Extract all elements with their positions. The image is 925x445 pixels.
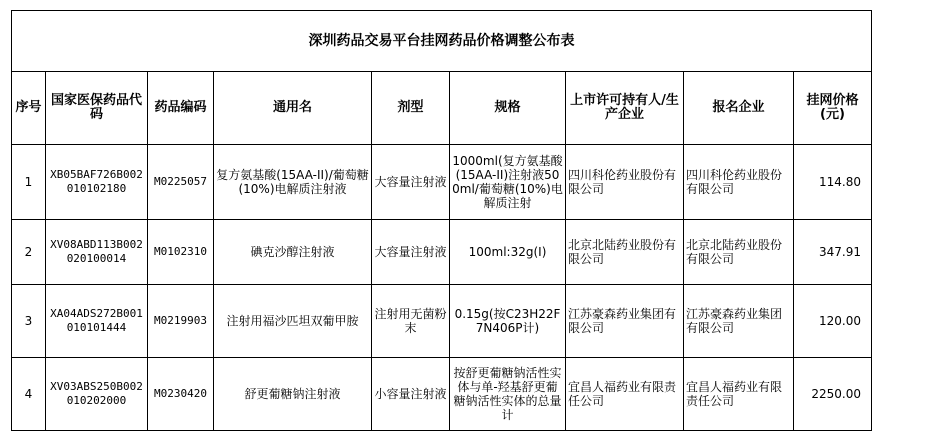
price-adjustment-table — [11, 10, 872, 431]
cell-dosage-form: 小容量注射液 — [372, 358, 450, 431]
cell-drug-code: M0230420 — [148, 358, 214, 431]
cell-dosage-form: 注射用无菌粉末 — [372, 285, 450, 358]
cell-generic-name: 复方氨基酸(15AA-II)/葡萄糖(10%)电解质注射液 — [214, 145, 372, 220]
header-seq: 序号 — [12, 72, 46, 145]
header-applicant: 报名企业 — [684, 72, 794, 145]
table-row — [12, 220, 872, 285]
cell-generic-name: 舒更葡糖钠注射液 — [214, 358, 372, 431]
table-row — [12, 285, 872, 358]
cell-national-code: XV08ABD113B002020100014 — [46, 220, 148, 285]
cell-license-holder: 北京北陆药业股份有限公司 — [566, 220, 684, 285]
cell-price: 120.00 — [794, 285, 872, 358]
price-table-wrapper — [11, 10, 872, 431]
table-row — [12, 145, 872, 220]
cell-applicant: 宜昌人福药业有限责任公司 — [684, 358, 794, 431]
cell-seq: 2 — [12, 220, 46, 285]
cell-seq: 4 — [12, 358, 46, 431]
cell-national-code: XV03ABS250B002010202000 — [46, 358, 148, 431]
header-dosage-form: 剂型 — [372, 72, 450, 145]
cell-seq: 1 — [12, 145, 46, 220]
cell-generic-name: 注射用福沙匹坦双葡甲胺 — [214, 285, 372, 358]
cell-price: 114.80 — [794, 145, 872, 220]
cell-applicant: 北京北陆药业股份有限公司 — [684, 220, 794, 285]
cell-drug-code: M0225057 — [148, 145, 214, 220]
cell-dosage-form: 大容量注射液 — [372, 220, 450, 285]
cell-spec: 按舒更葡糖钠活性实体与单-羟基舒更葡糖钠活性实体的总量计 — [450, 358, 566, 431]
cell-spec: 100ml:32g(I) — [450, 220, 566, 285]
cell-seq: 3 — [12, 285, 46, 358]
cell-drug-code: M0102310 — [148, 220, 214, 285]
header-spec: 规格 — [450, 72, 566, 145]
cell-spec: 1000ml(复方氨基酸(15AA-II)注射液500ml/葡萄糖(10%)电解质注射 — [450, 145, 566, 220]
cell-national-code: XB05BAF726B002010102180 — [46, 145, 148, 220]
cell-license-holder: 四川科伦药业股份有限公司 — [566, 145, 684, 220]
header-national-code: 国家医保药品代码 — [46, 72, 148, 145]
cell-spec: 0.15g(按C23H22F7N406P计) — [450, 285, 566, 358]
table-row — [12, 358, 872, 431]
cell-drug-code: M0219903 — [148, 285, 214, 358]
cell-generic-name: 碘克沙醇注射液 — [214, 220, 372, 285]
cell-national-code: XA04ADS272B001010101444 — [46, 285, 148, 358]
header-license-holder: 上市许可持有人/生产企业 — [566, 72, 684, 145]
cell-dosage-form: 大容量注射液 — [372, 145, 450, 220]
cell-price: 2250.00 — [794, 358, 872, 431]
header-row — [12, 72, 872, 145]
cell-license-holder: 宜昌人福药业有限责任公司 — [566, 358, 684, 431]
cell-applicant: 四川科伦药业股份有限公司 — [684, 145, 794, 220]
header-price: 挂网价格(元) — [794, 72, 872, 145]
cell-price: 347.91 — [794, 220, 872, 285]
cell-applicant: 江苏豪森药业集团有限公司 — [684, 285, 794, 358]
header-drug-code: 药品编码 — [148, 72, 214, 145]
table-title: 深圳药品交易平台挂网药品价格调整公布表 — [12, 11, 872, 72]
cell-license-holder: 江苏豪森药业集团有限公司 — [566, 285, 684, 358]
header-generic-name: 通用名 — [214, 72, 372, 145]
